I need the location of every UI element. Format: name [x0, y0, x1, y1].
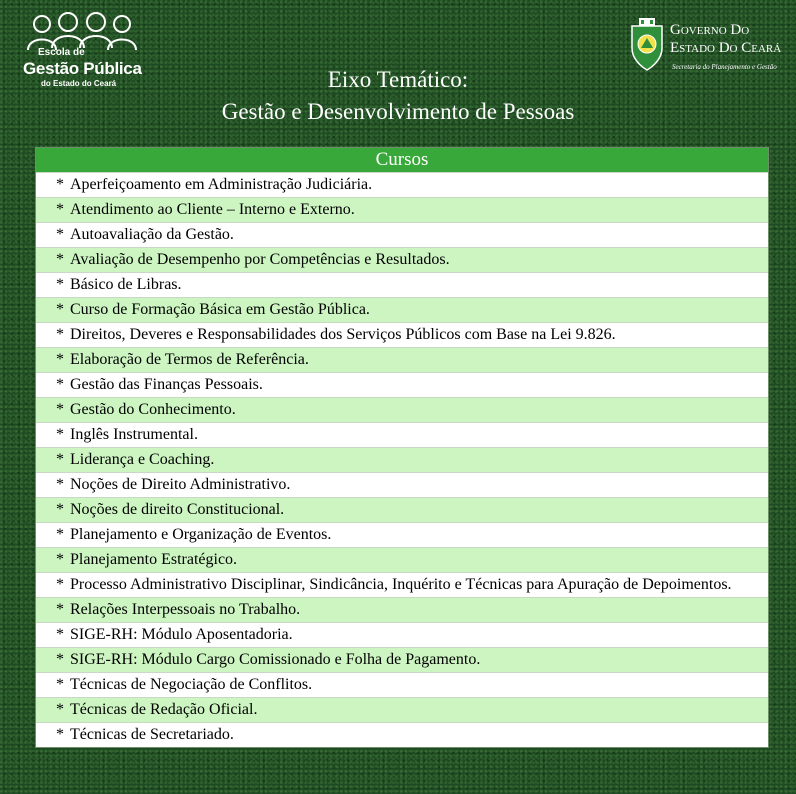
bullet: * [56, 476, 64, 493]
table-row [36, 572, 768, 597]
bullet: * [56, 526, 64, 543]
bullet: * [56, 601, 64, 618]
bullet: * [56, 726, 64, 743]
bullet: * [56, 651, 64, 668]
course-name: Técnicas de Secretariado. [70, 726, 234, 743]
bullet: * [56, 251, 64, 268]
logo-left-line3: do Estado do Ceará [41, 79, 117, 88]
table-row [36, 497, 768, 522]
course-name: SIGE-RH: Módulo Aposentadoria. [70, 626, 293, 643]
course-name: Noções de Direito Administrativo. [70, 476, 291, 493]
logo-right-line3: Secretaria do Planejamento e Gestão [672, 63, 777, 71]
bullet: * [56, 626, 64, 643]
bullet: * [56, 401, 64, 418]
table-header: Cursos [36, 148, 768, 172]
course-name: Gestão do Conhecimento. [70, 401, 236, 418]
logo-left-line2: Gestão Pública [23, 59, 142, 78]
table-row [36, 697, 768, 722]
logo-left-line1: Escola de [38, 47, 85, 58]
bullet: * [56, 426, 64, 443]
course-name: Curso de Formação Básica em Gestão Pública. [70, 301, 370, 318]
table-row [36, 372, 768, 397]
table-row [36, 622, 768, 647]
course-name: Técnicas de Negociação de Conflitos. [70, 676, 313, 693]
table-row [36, 472, 768, 497]
table-row [36, 722, 768, 747]
table-row [36, 247, 768, 272]
table-row [36, 397, 768, 422]
table-body [36, 172, 768, 747]
table-row [36, 422, 768, 447]
bullet: * [56, 376, 64, 393]
table-row [36, 172, 768, 197]
table-row [36, 597, 768, 622]
table-row [36, 447, 768, 472]
logo-right-line2: Estado Do Ceará [670, 40, 782, 56]
bullet: * [56, 301, 64, 318]
course-name: Avaliação de Desempenho por Competências e Resultados. [70, 251, 450, 268]
course-name: Planejamento e Organização de Eventos. [70, 526, 332, 543]
bullet: * [56, 501, 64, 518]
table-row [36, 322, 768, 347]
course-name: Atendimento ao Cliente – Interno e Externo. [70, 201, 355, 218]
bullet: * [56, 551, 64, 568]
bullet: * [56, 451, 64, 468]
course-name: Planejamento Estratégico. [70, 551, 238, 568]
bullet: * [56, 176, 64, 193]
courses-table [35, 147, 769, 748]
table-row [36, 672, 768, 697]
bullet: * [56, 351, 64, 368]
course-name: Direitos, Deveres e Responsabilidades dos Serviços Públicos com Base na Lei 9.826. [70, 326, 616, 343]
table-row [36, 272, 768, 297]
bullet: * [56, 226, 64, 243]
course-name: Liderança e Coaching. [70, 451, 215, 468]
page-title-line1: Eixo Temático: [327, 67, 469, 92]
course-name: Básico de Libras. [70, 276, 182, 293]
bullet: * [56, 576, 64, 593]
course-name: Relações Interpessoais no Trabalho. [70, 601, 301, 618]
bullet: * [56, 201, 64, 218]
bullet: * [56, 701, 64, 718]
bullet: * [56, 676, 64, 693]
course-name: Autoavaliação da Gestão. [70, 226, 234, 243]
table-row [36, 222, 768, 247]
table-row [36, 522, 768, 547]
table-row [36, 297, 768, 322]
table-row [36, 547, 768, 572]
course-name: Aperfeiçoamento em Administração Judiciária. [70, 176, 373, 193]
bullet: * [56, 326, 64, 343]
course-name: Gestão das Finanças Pessoais. [70, 376, 263, 393]
table-row [36, 347, 768, 372]
bullet: * [56, 276, 64, 293]
course-name: Processo Administrativo Disciplinar, Sindicância, Inquérito e Técnicas para Apuração de Depoimentos. [70, 576, 732, 593]
table-row [36, 197, 768, 222]
logo-right-line1: Governo Do [670, 22, 750, 38]
ceara-crest-icon [628, 18, 666, 72]
course-name: Inglês Instrumental. [70, 426, 198, 443]
table-row [36, 647, 768, 672]
page-title-line2: Gestão e Desenvolvimento de Pessoas [221, 99, 575, 124]
course-name: Elaboração de Termos de Referência. [70, 351, 309, 368]
course-name: SIGE-RH: Módulo Cargo Comissionado e Folha de Pagamento. [70, 651, 481, 668]
course-name: Técnicas de Redação Oficial. [70, 701, 258, 718]
course-name: Noções de direito Constitucional. [70, 501, 285, 518]
